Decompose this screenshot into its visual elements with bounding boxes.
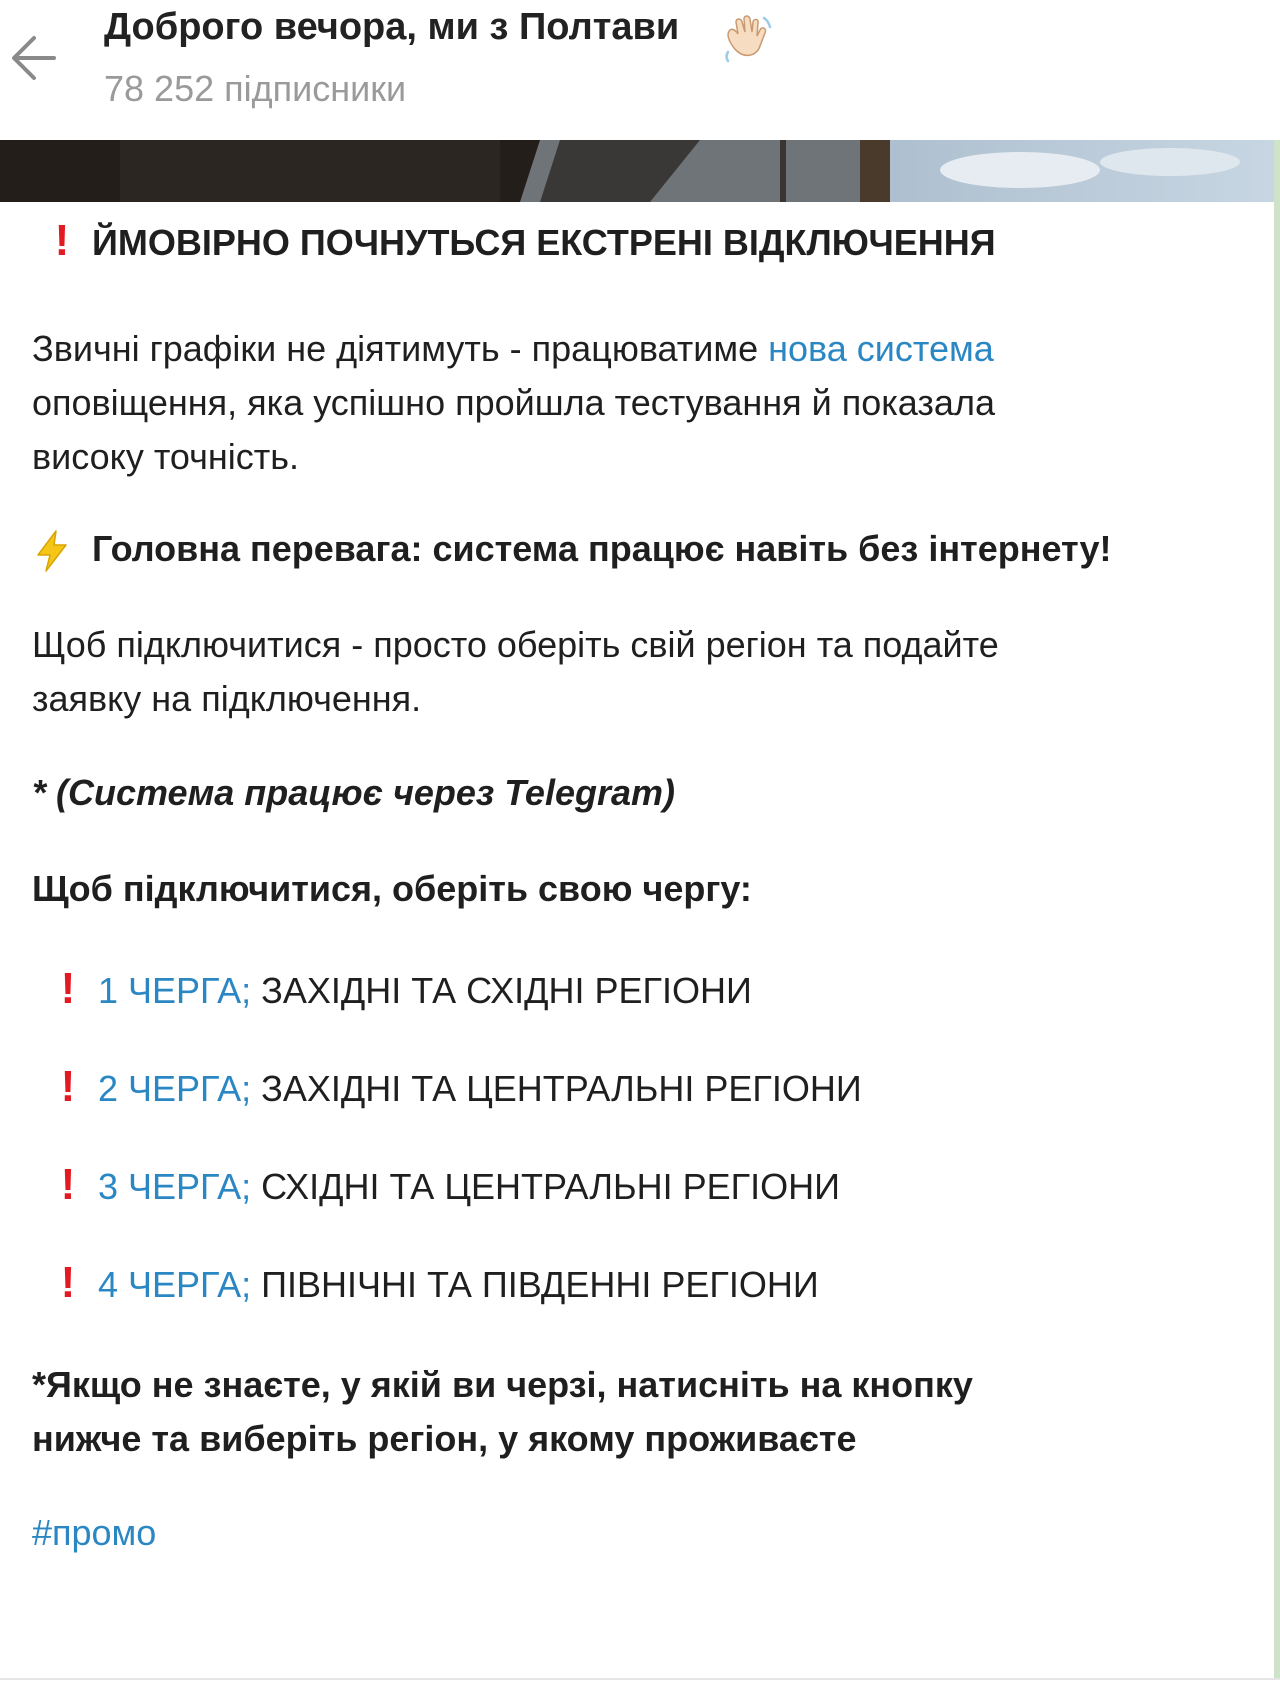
waving-hand-icon (720, 10, 776, 66)
channel-title[interactable]: Доброго вечора, ми з Полтави (104, 6, 680, 48)
exclamation-icon: ! (60, 1160, 76, 1209)
queue-item (38, 962, 752, 1018)
queue-3-link[interactable]: 3 ЧЕРГА; (98, 1166, 252, 1207)
queue-2-regions: ЗАХІДНІ ТА ЦЕНТРАЛЬНІ РЕГІОНИ (251, 1068, 862, 1109)
queue-item (38, 1256, 819, 1312)
queue-4-link[interactable]: 4 ЧЕРГА; (98, 1264, 252, 1305)
choose-queue-heading: Щоб підключитися, оберіть свою чергу: (32, 868, 752, 909)
exclamation-icon: ! (60, 964, 76, 1013)
queue-item (38, 1060, 862, 1116)
footer-line-1: *Якщо не знаєте, у якій ви черзі, натисніть на кнопку (32, 1364, 973, 1405)
queue-3-regions: СХІДНІ ТА ЦЕНТРАЛЬНІ РЕГІОНИ (251, 1166, 841, 1207)
queue-1-link[interactable]: 1 ЧЕРГА; (98, 970, 252, 1011)
paragraph-1-line-2: оповіщення, яка успішно пройшла тестування й показала (32, 382, 995, 423)
exclamation-icon: ! (60, 1258, 76, 1307)
paragraph-1-line-1: Звичні графіки не діятимуть - працюватиме нова система (32, 328, 994, 369)
hashtag-link[interactable]: #промо (32, 1512, 157, 1553)
channel-header (0, 0, 1280, 140)
exclamation-icon: ! (54, 216, 70, 265)
queue-4-regions: ПІВНІЧНІ ТА ПІВДЕННІ РЕГІОНИ (251, 1264, 819, 1305)
paragraph-2-line-1: Щоб підключитися - просто оберіть свій регіон та подайте (32, 624, 999, 665)
telegram-note: * (Система працює через Telegram) (32, 772, 675, 813)
paragraph-2-line-2: заявку на підключення. (32, 678, 422, 719)
paragraph-1-line-3: високу точність. (32, 436, 300, 477)
exclamation-icon: ! (60, 1062, 76, 1111)
queue-1-regions: ЗАХІДНІ ТА СХІДНІ РЕГІОНИ (251, 970, 752, 1011)
divider (0, 1678, 1280, 1680)
back-button[interactable] (6, 28, 62, 88)
chat-wallpaper-edge (1274, 140, 1280, 1680)
advantage-text: Головна перевага: система працює навіть без інтернету! (92, 528, 1112, 569)
advantage-line (32, 522, 1112, 576)
headline (32, 214, 996, 270)
new-system-link[interactable]: нова система (768, 328, 994, 369)
footer-line-2: нижче та виберіть регіон, у якому проживаєте (32, 1418, 857, 1459)
subscriber-count: 78 252 підписники (104, 68, 407, 109)
arrow-left-icon (6, 28, 62, 88)
queue-item (38, 1158, 840, 1214)
queue-2-link[interactable]: 2 ЧЕРГА; (98, 1068, 252, 1109)
lightning-icon (32, 522, 92, 576)
post-message (0, 202, 1274, 1678)
post-image[interactable] (0, 140, 1274, 202)
headline-text: ЙМОВІРНО ПОЧНУТЬСЯ ЕКСТРЕНІ ВІДКЛЮЧЕННЯ (92, 222, 996, 263)
